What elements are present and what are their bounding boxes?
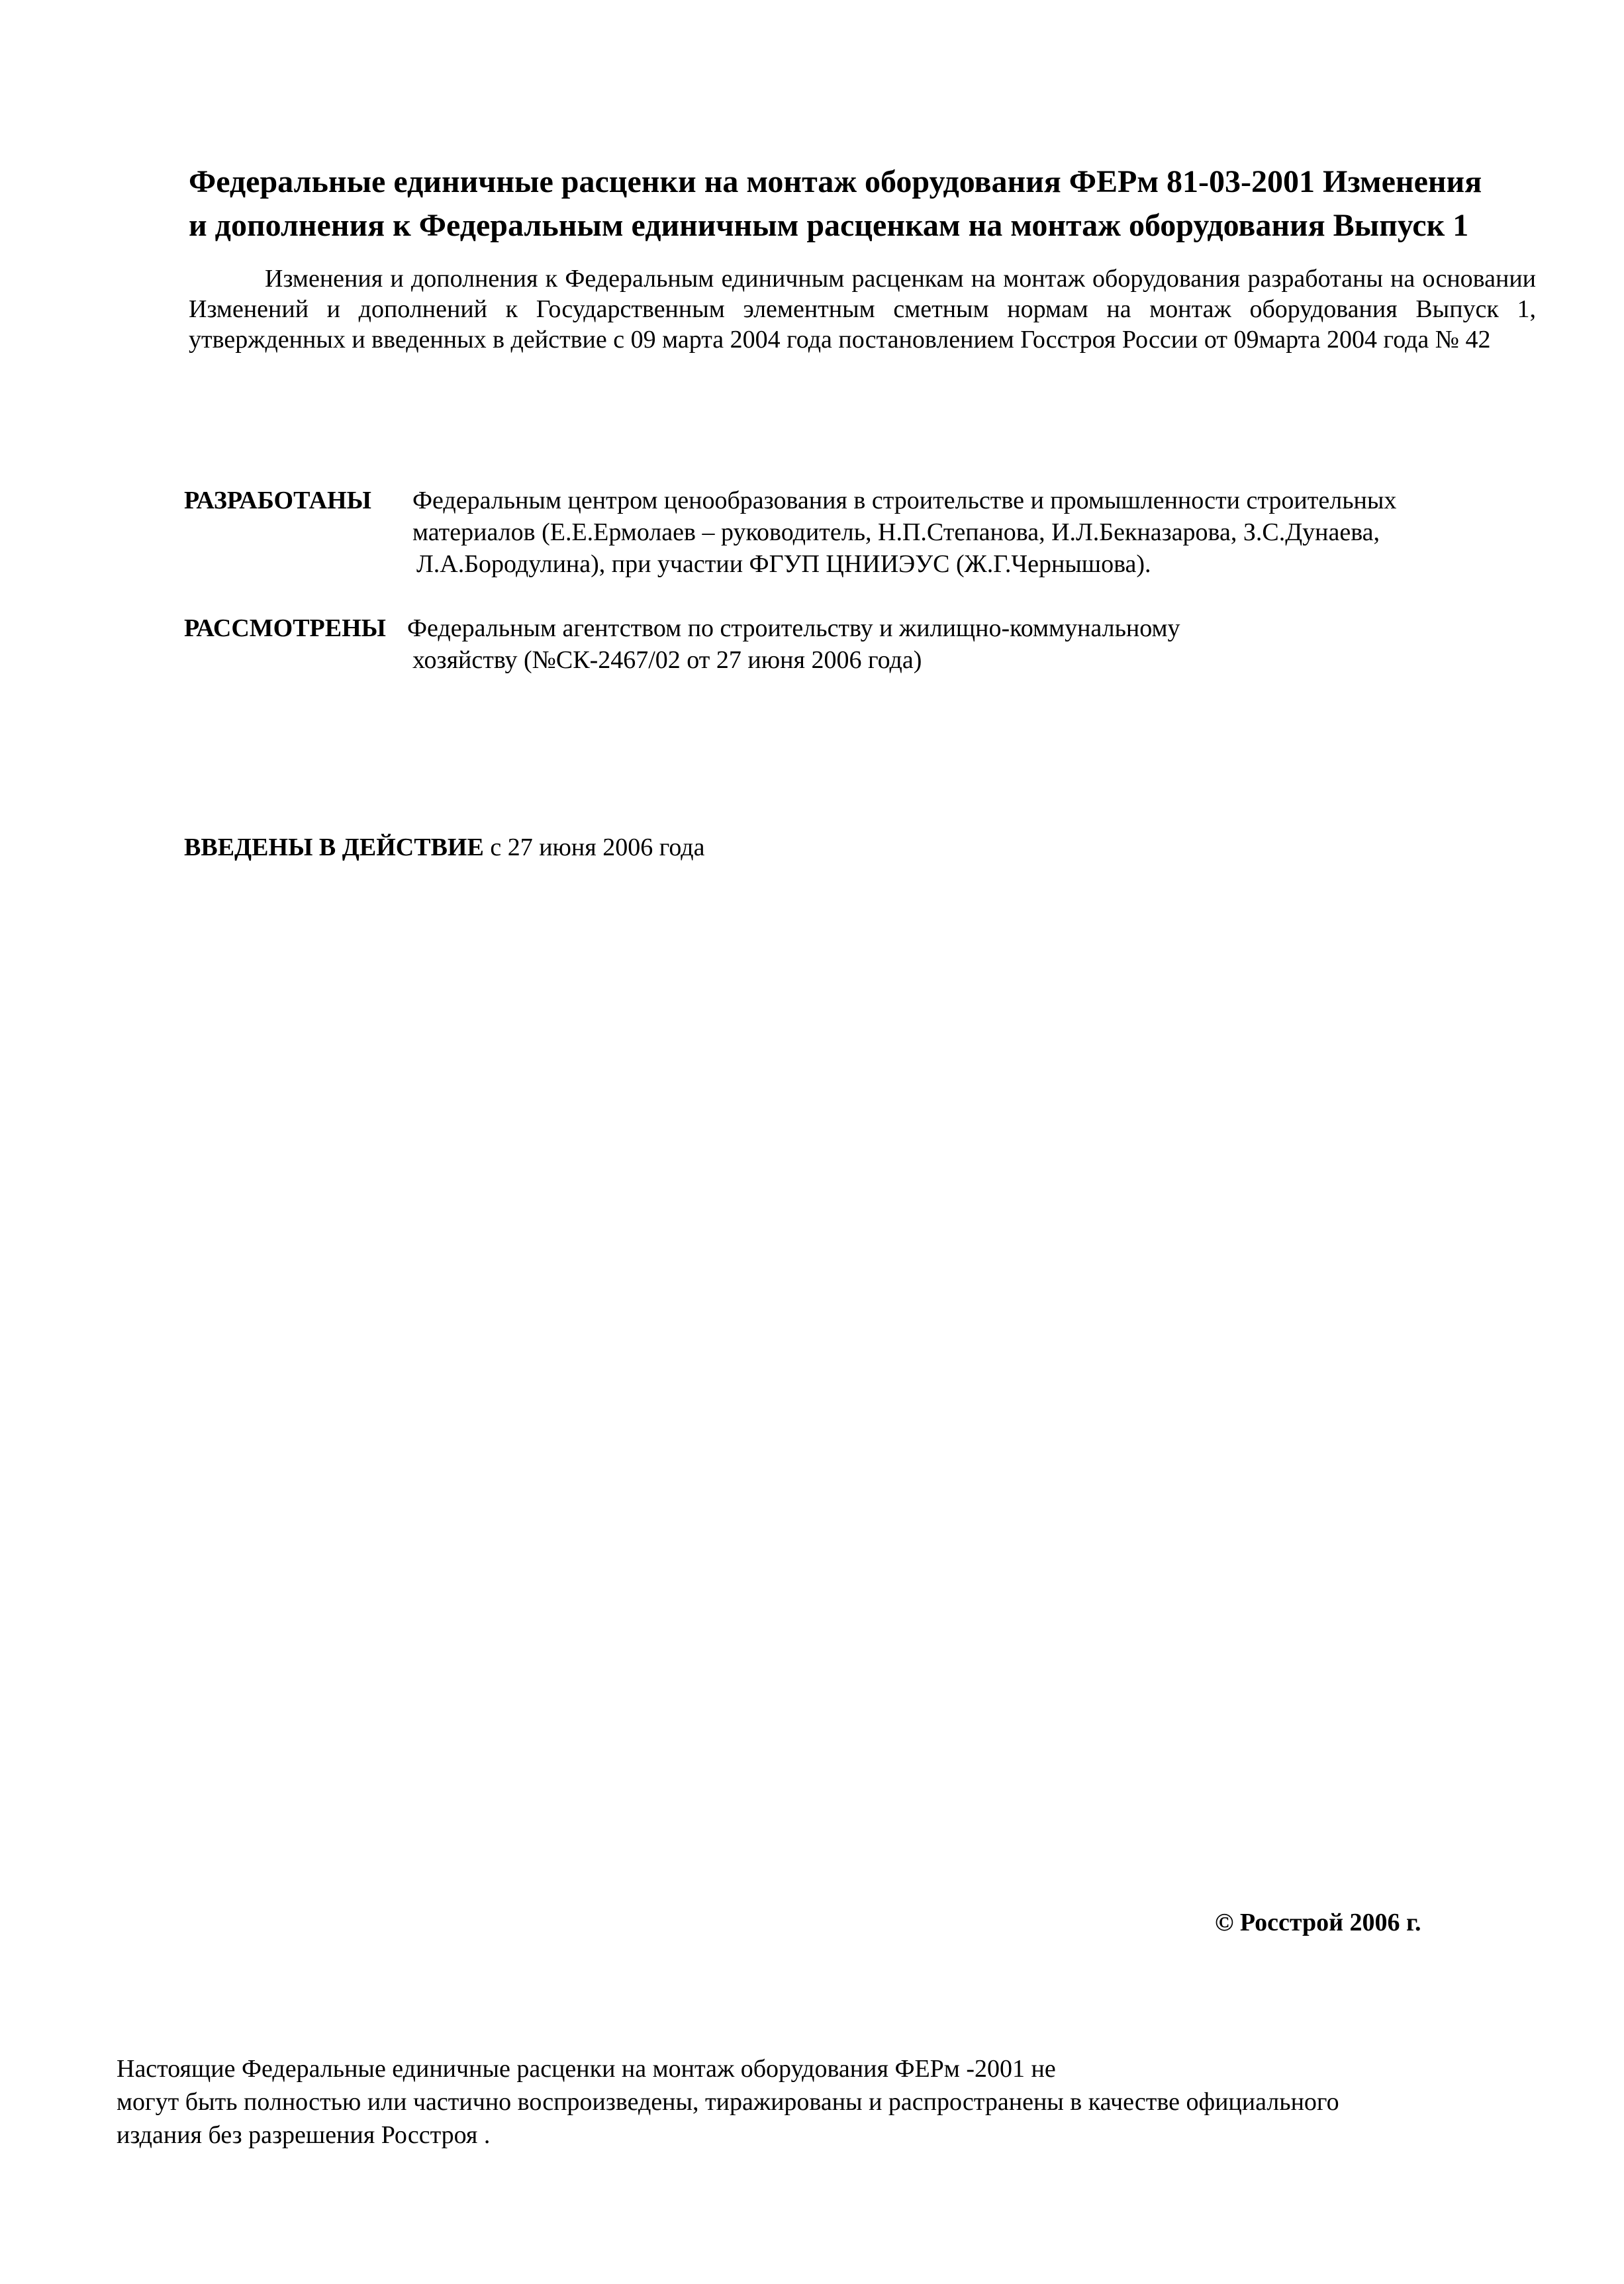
effective-label: ВВЕДЕНЫ В ДЕЙСТВИЕ (184, 833, 484, 861)
title-line-2: и дополнения к Федеральным единичным расценкам на монтаж оборудования Выпуск 1 (189, 208, 1469, 243)
disclaimer-text (117, 2052, 1339, 2152)
disclaimer-line-2: могут быть полностью или частично воспроизведены, тиражированы и распространены в качестве официального (117, 2088, 1339, 2116)
developed-text (412, 485, 1396, 580)
developed-label: РАЗРАБОТАНЫ (184, 487, 371, 514)
disclaimer-line-1: Настоящие Федеральные единичные расценки на монтаж оборудования ФЕРм -2001 не (117, 2055, 1056, 2083)
document-title (189, 160, 1533, 248)
disclaimer-line-3: издания без разрешения Росстроя . (117, 2121, 491, 2149)
effective-date: с 27 июня 2006 года (483, 833, 705, 861)
reviewed-label: РАССМОТРЕНЫ (184, 614, 386, 642)
title-line-1: Федеральные единичные расценки на монтаж оборудования ФЕРм 81-03-2001 Изменения (189, 164, 1482, 199)
copyright-notice: © Росстрой 2006 г. (1215, 1909, 1421, 1936)
reviewed-line-2: хозяйству (№СК-2467/02 от 27 июня 2006 года) (412, 646, 922, 674)
developed-line-3: Л.А.Бородулина), при участии ФГУП ЦНИИЭУС (Ж.Г.Чернышова). (416, 550, 1151, 578)
intro-paragraph: Изменения и дополнения к Федеральным единичным расценкам на монтаж оборудования разработаны на основании Изменений и дополнений к Государственным элементным сметным нормам на монтаж оборудования Выпуск 1, утвержденных и введенных в действие с 09 марта 2004 года постановлением Госстроя России от 09марта 2004 года № 42 (189, 265, 1536, 354)
reviewed-line-1: Федеральным агентством по строительству и жилищно-коммунальному (407, 614, 1180, 642)
developed-line-1: Федеральным центром ценообразования в строительстве и промышленности строительных (412, 487, 1397, 514)
developed-line-2: материалов (Е.Е.Ермолаев – руководитель, Н.П.Степанова, И.Л.Бекназарова, З.С.Дунаева, (412, 518, 1380, 546)
effective-section (184, 833, 704, 862)
reviewed-text (407, 612, 1180, 676)
